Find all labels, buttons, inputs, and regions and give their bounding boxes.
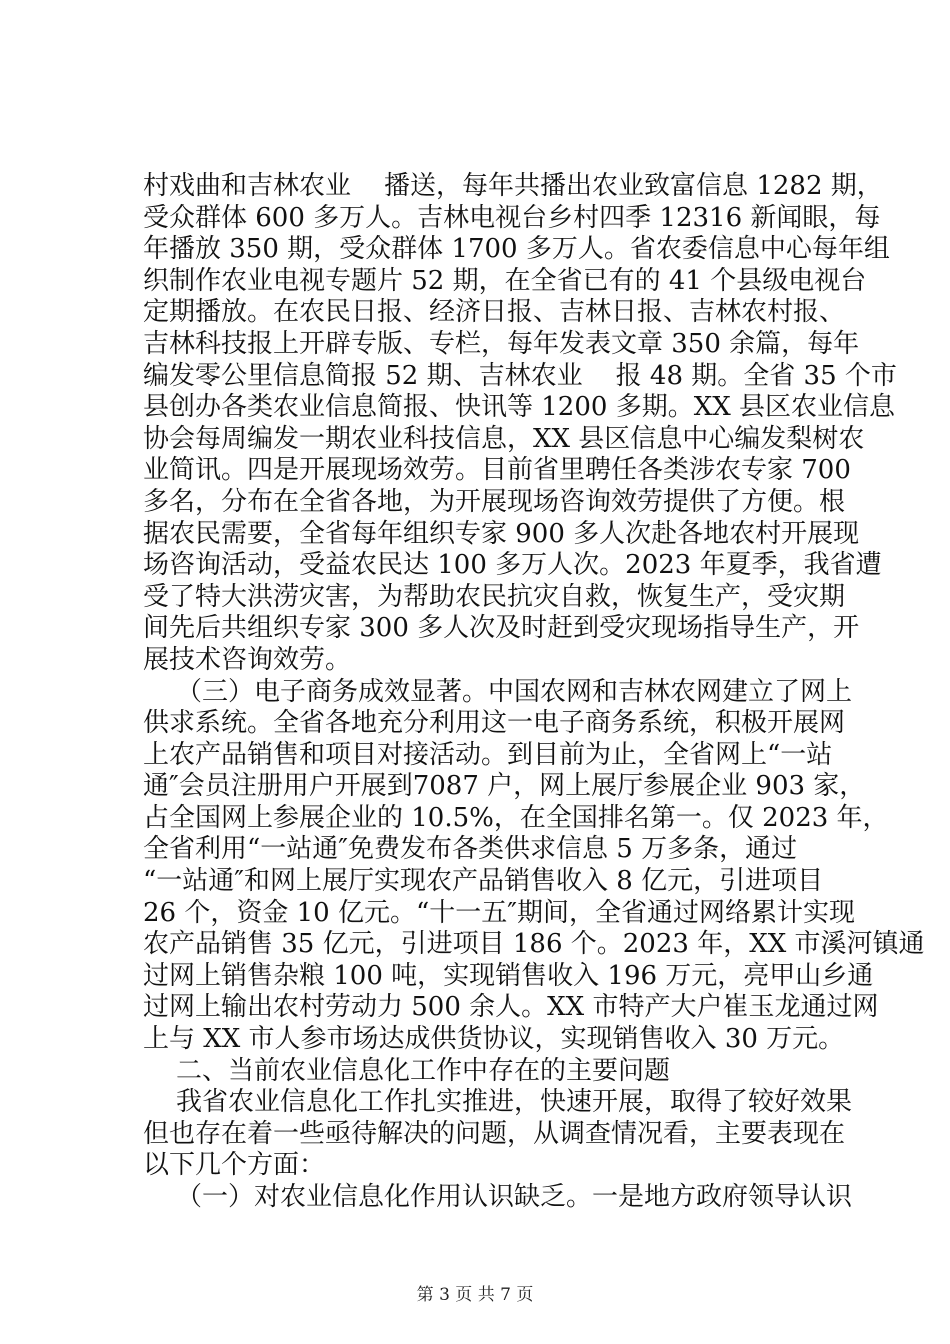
text-line: 年播放 350 期，受众群体 1700 多万人。省农委信息中心每年组: [143, 234, 890, 265]
text-line: 场咨询活动，受益农民达 100 多万人次。2023 年夏季，我省遭: [143, 550, 882, 581]
text-line: 吉林科技报上开辟专版、专栏，每年发表文章 350 余篇，每年: [143, 328, 860, 359]
text-line: 展技术咨询效劳。: [143, 644, 352, 675]
section-heading: 二、当前农业信息化工作中存在的主要问题: [143, 1055, 671, 1086]
text-line: （一）对农业信息化作用认识缺乏。一是地方政府领导认识: [143, 1182, 853, 1212]
text-line: 业简讯。四是开展现场效劳。目前省里聘任各类涉农专家 700: [143, 455, 851, 486]
text-line: 多名，分布在全省各地，为开展现场咨询效劳提供了方便。根: [143, 486, 846, 517]
text-line: 通″会员注册用户开展到7087 户，网上展厅参展企业 903 家，: [143, 771, 866, 802]
text-line: 间先后共组织专家 300 多人次及时赶到受灾现场指导生产，开: [143, 613, 860, 644]
text-line: 以下几个方面：: [143, 1150, 326, 1181]
page-footer: [0, 1280, 950, 1305]
text-line: 我省农业信息化工作扎实推进，快速开展，取得了较好效果: [143, 1087, 853, 1118]
text-line: 村戏曲和吉林农业 播送，每年共播出农业致富信息 1282 期，: [143, 171, 883, 201]
page-number-label: 第 3 页 共 7 页: [416, 1285, 534, 1305]
text-line: 受众群体 600 多万人。吉林电视台乡村四季 12316 新闻眼，每: [143, 202, 881, 233]
text-line: （三）电子商务成效显著。中国农网和吉林农网建立了网上: [143, 676, 853, 707]
body-text: [143, 171, 925, 1214]
text-line: 协会每周编发一期农业科技信息，XX 县区信息中心编发梨树农: [143, 423, 865, 454]
text-line: 受了特大洪涝灾害，为帮助农民抗灾自救，恢复生产，受灾期: [143, 581, 846, 612]
text-line: 据农民需要，全省每年组织专家 900 多人次赴各地农村开展现: [143, 518, 860, 549]
text-line: 农产品销售 35 亿元，引进项目 186 个。2023 年，XX 市溪河镇通: [143, 929, 925, 960]
text-line: 织制作农业电视专题片 52 期，在全省已有的 41 个县级电视台: [143, 265, 867, 296]
text-line: 编发零公里信息简报 52 期、吉林农业 报 48 期。全省 35 个市: [143, 360, 897, 391]
text-line: 过网上销售杂粮 100 吨，实现销售收入 196 万元，亮甲山乡通: [143, 960, 874, 991]
text-line: 上与 XX 市人参市场达成供货协议，实现销售收入 30 万元。: [143, 1024, 845, 1055]
text-line: 但也存在着一些亟待解决的问题，从调查情况看，主要表现在: [143, 1118, 846, 1149]
text-line: 定期播放。在农民日报、经济日报、吉林日报、吉林农村报、: [143, 297, 846, 328]
text-line: 供求系统。全省各地充分利用这一电子商务系统，积极开展网: [143, 708, 846, 739]
text-line: 26 个，资金 10 亿元。“十一五″期间，全省通过网络累计实现: [143, 897, 855, 928]
text-line: 过网上输出农村劳动力 500 余人。XX 市特产大户崔玉龙通过网: [143, 992, 879, 1023]
text-line: “一站通″和网上展厅实现农产品销售收入 8 亿元，引进项目: [143, 866, 824, 897]
text-line: 上农产品销售和项目对接活动。到目前为止，全省网上“一站: [143, 739, 833, 770]
text-line: 占全国网上参展企业的 10.5%，在全国排名第一。仅 2023 年，: [143, 802, 889, 833]
text-line: 全省利用“一站通″免费发布各类供求信息 5 万多条，通过: [143, 834, 798, 865]
text-line: 县创办各类农业信息简报、快讯等 1200 多期。XX 县区农业信息: [143, 392, 895, 423]
